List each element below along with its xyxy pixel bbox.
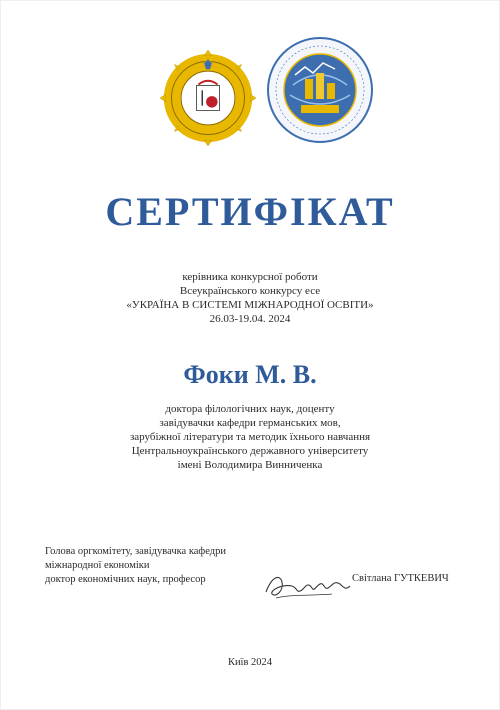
contest-topic: «УКРАЇНА В СИСТЕМІ МІЖНАРОДНОЇ ОСВІТИ» [126, 299, 374, 311]
signatory-position-line: доктор економічних наук, професор [45, 574, 206, 585]
recipient-university: Центральноукраїнського державного університету [131, 445, 369, 457]
contest-description [0, 270, 500, 326]
handwritten-signature [262, 568, 352, 604]
recipient-university-name: імені Володимира Винниченка [177, 459, 323, 471]
recipient-name: Фоки М. В. [183, 360, 317, 389]
city-year: Київ 2024 [227, 657, 273, 668]
recipient-degree: доктора філологічних наук, доценту [165, 403, 335, 415]
signatory-position-line: Голова оргкомітету, завідувачка кафедри [45, 546, 226, 557]
contest-dates: 26.03-19.04. 2024 [209, 313, 291, 325]
signatory-name: Світлана ГУТКЕВИЧ [352, 573, 449, 584]
department-emblem-logo [265, 35, 375, 145]
recipient-position: завідувачки кафедри германських мов, [159, 417, 341, 429]
recipient-department: зарубіжної літератури та методик їхнього навчання [129, 431, 371, 443]
recipient-details [0, 402, 500, 472]
role-line: керівника конкурсної роботи [182, 271, 318, 283]
contest-line: Всеукраїнського конкурсу есе [179, 285, 321, 297]
university-seal-logo [160, 50, 256, 146]
signatory-position [45, 545, 226, 587]
signatory-position-line: міжнародної економіки [45, 560, 150, 571]
certificate-title: СЕРТИФІКАТ [105, 189, 395, 234]
